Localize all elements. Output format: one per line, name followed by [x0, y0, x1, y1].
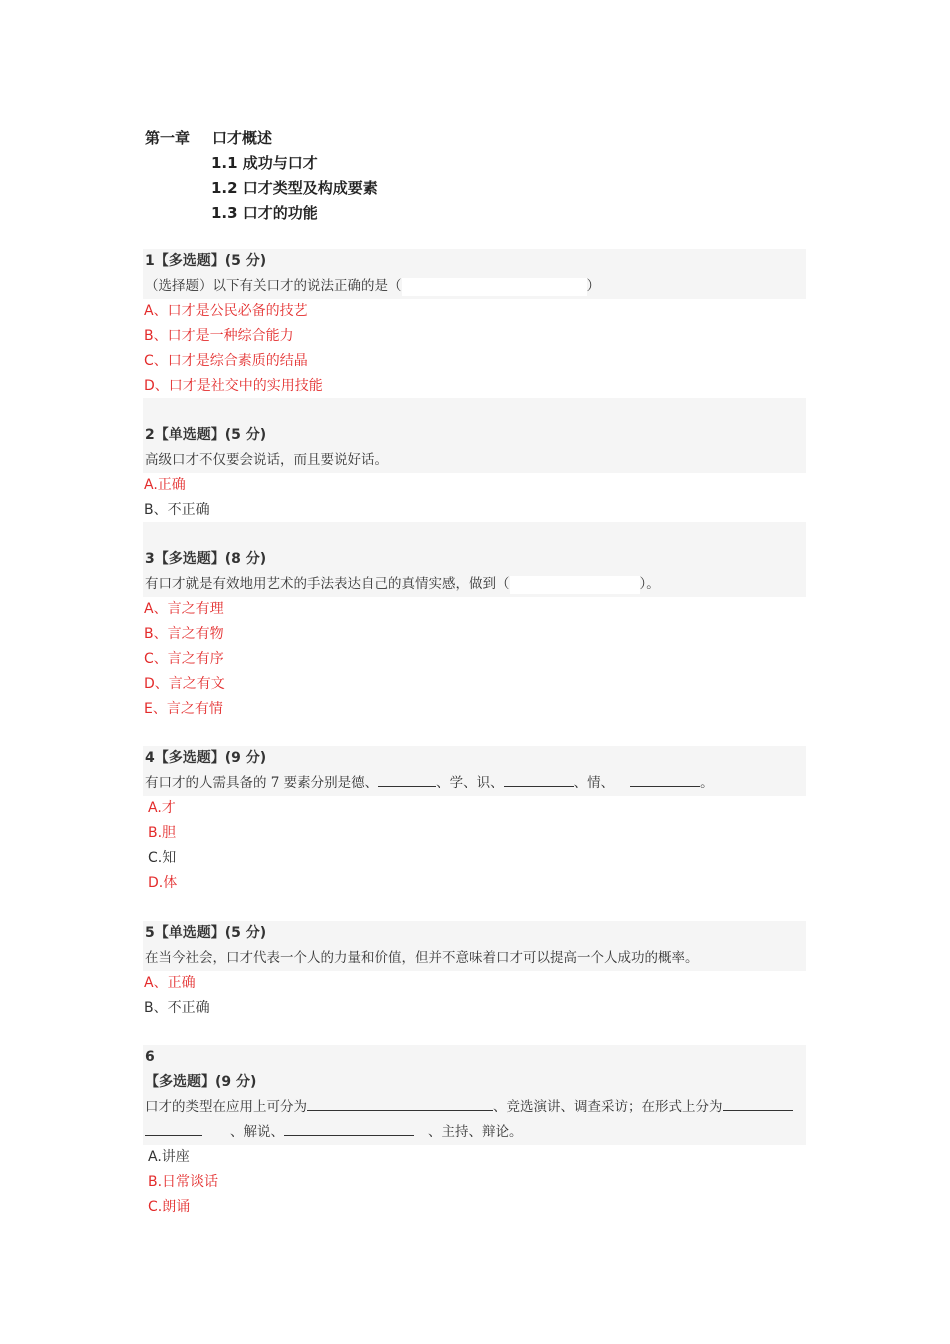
option-c[interactable]: C、口才是综合素质的结晶	[144, 353, 308, 369]
question-text: 在当今社会，口才代表一个人的力量和价值，但并不意味着口才可以提高一个人成功的概率。	[145, 950, 699, 966]
question-5	[143, 921, 806, 1021]
question-type: 【多选题】(9 分)	[145, 1074, 257, 1090]
option-a[interactable]: A、正确	[144, 975, 196, 991]
option-d[interactable]: D、口才是社交中的实用技能	[144, 378, 323, 394]
question-1	[143, 249, 806, 399]
section-1-3: 1.3 口才的功能	[211, 204, 318, 222]
option-a[interactable]: A、言之有理	[144, 601, 224, 617]
question-3	[143, 522, 806, 722]
option-b[interactable]: B、不正确	[144, 502, 210, 518]
option-c[interactable]: C、言之有序	[144, 651, 224, 667]
section-1-2: 1.2 口才类型及构成要素	[211, 179, 378, 197]
chapter-heading	[145, 127, 272, 148]
option-b[interactable]: B.日常谈话	[148, 1174, 219, 1190]
option-c[interactable]: C.朗诵	[148, 1199, 191, 1215]
option-b[interactable]: B、不正确	[144, 1000, 210, 1016]
question-title: 5【单选题】(5 分)	[145, 925, 267, 941]
question-text: 有口才就是有效地用艺术的手法表达自己的真情实感，做到（ ）。	[145, 576, 660, 592]
option-b[interactable]: B.胆	[148, 825, 177, 841]
question-title: 1【多选题】(5 分)	[145, 253, 267, 269]
question-text: 有口才的人需具备的 7 要素分别是德、 、学、识、 、情、 。	[145, 771, 806, 796]
question-header	[143, 1045, 806, 1145]
chapter-label: 第一章	[145, 129, 191, 147]
chapter-title: 口才概述	[212, 129, 273, 147]
option-d[interactable]: D、言之有文	[144, 676, 225, 692]
question-2	[143, 398, 806, 523]
option-c[interactable]: C.知	[148, 850, 177, 866]
question-header	[143, 921, 806, 971]
option-a[interactable]: A.才	[148, 800, 176, 816]
option-a[interactable]: A、口才是公民必备的技艺	[144, 303, 308, 319]
question-text: 高级口才不仅要会说话，而且要说好话。	[145, 452, 388, 468]
section-1-1: 1.1 成功与口才	[211, 154, 318, 172]
option-a[interactable]: A.正确	[144, 477, 186, 493]
question-title: 3【多选题】(8 分)	[145, 551, 267, 567]
question-number: 6	[145, 1049, 155, 1065]
question-header	[143, 746, 806, 796]
question-header	[143, 522, 806, 597]
question-text-line-1: 口才的类型在应用上可分为 、竞选演讲、调查采访；在形式上分为	[145, 1095, 806, 1120]
question-4	[143, 746, 806, 896]
option-b[interactable]: B、口才是一种综合能力	[144, 328, 294, 344]
question-text-line-2: 、解说、 、主持、辩论。	[145, 1120, 806, 1145]
question-6	[143, 1045, 806, 1220]
question-header	[143, 249, 806, 299]
option-d[interactable]: D.体	[148, 875, 178, 891]
question-title: 2【单选题】(5 分)	[145, 427, 267, 443]
option-b[interactable]: B、言之有物	[144, 626, 224, 642]
option-a[interactable]: A.讲座	[148, 1149, 190, 1165]
option-e[interactable]: E、言之有情	[144, 701, 223, 717]
question-text: （选择题）以下有关口才的说法正确的是（ ）	[145, 278, 600, 294]
question-title: 4【多选题】(9 分)	[145, 750, 267, 766]
question-header	[143, 398, 806, 473]
